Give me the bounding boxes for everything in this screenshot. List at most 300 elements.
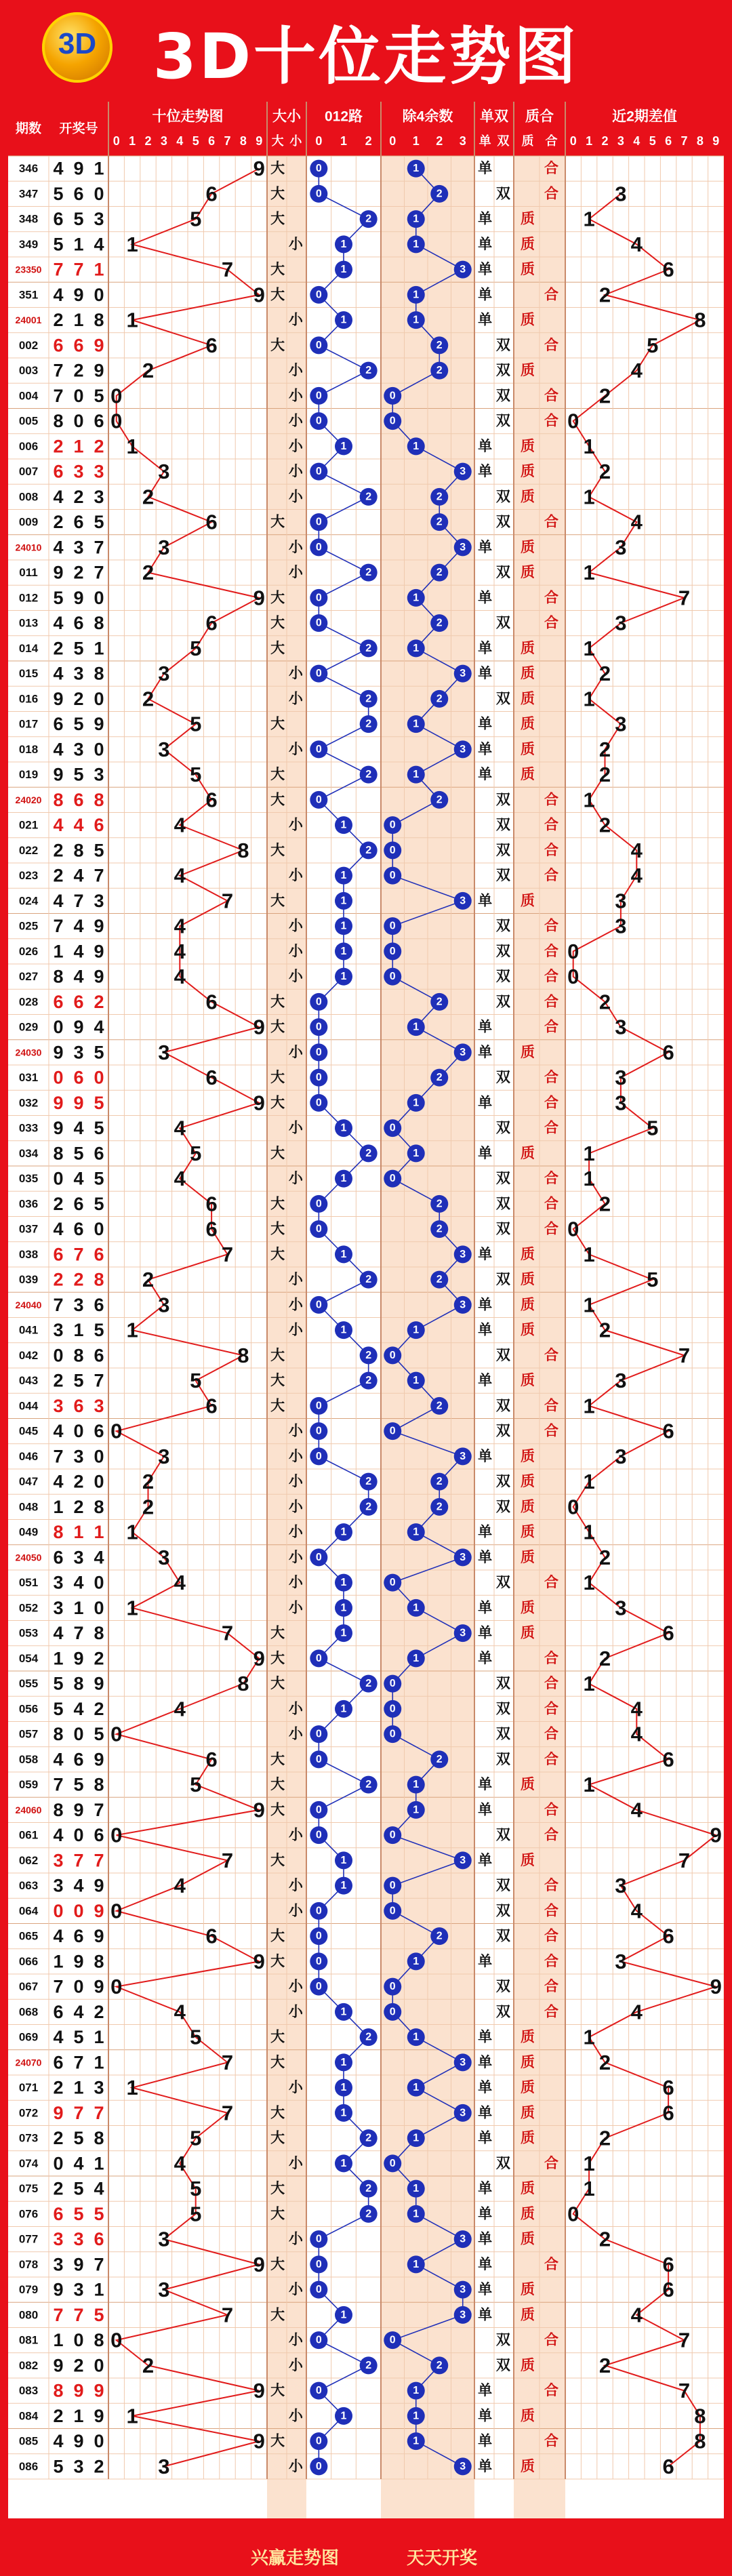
primecomp-mark: 质 [521,2231,535,2247]
primecomp-mark: 质 [521,1499,535,1515]
draw-digit: 4 [53,1623,64,1644]
route-ball-label: 0 [315,1072,322,1084]
primecomp-mark: 合 [544,1120,558,1136]
oddeven-mark: 双 [495,337,510,353]
issue-cell: 055 [18,1677,39,1691]
diff-mark: 7 [678,1848,691,1872]
bigsmall-mark: 小 [288,1499,303,1515]
diff-mark: 3 [615,889,627,913]
mod4-ball-label: 1 [413,2183,420,2195]
primecomp-mark: 质 [521,464,535,480]
tens-trend-mark: 3 [158,2227,170,2251]
route-ball-label: 0 [315,1905,322,1917]
header-route-digit: 1 [340,134,348,148]
draw-digit: 0 [94,2431,104,2452]
header-mod4-digit: 3 [459,134,466,148]
draw-digit: 2 [73,2355,84,2376]
mod4-ball-label: 0 [389,415,396,427]
draw-digit: 7 [53,360,64,381]
primecomp-mark: 质 [521,1625,535,1641]
diff-mark: 3 [615,182,627,206]
diff-mark: 0 [567,1217,580,1241]
route-ball-label: 2 [365,844,372,856]
diff-mark: 3 [615,611,627,635]
primecomp-mark: 合 [544,1953,558,1969]
draw-digit: 5 [94,840,104,861]
draw-digit: 0 [94,1219,104,1240]
diff-mark: 4 [630,864,643,888]
draw-digit: 8 [94,613,104,634]
diff-mark: 0 [567,965,580,989]
mod4-ball-label: 2 [436,1072,443,1084]
mod4-ball-label: 0 [389,971,396,983]
primecomp-mark: 质 [521,1145,535,1161]
oddeven-mark: 双 [495,1120,510,1136]
mod4-ball-label: 3 [460,743,466,755]
issue-cell: 008 [18,490,39,504]
diff-mark: 1 [583,561,595,585]
mod4-ball-label: 1 [413,1526,420,1538]
draw-digit: 3 [53,2254,64,2275]
diff-mark: 2 [598,1646,611,1670]
draw-digit: 9 [73,587,84,608]
mod4-ball-label: 0 [389,1173,396,1185]
mod4-ball-label: 3 [460,1046,466,1058]
issue-cell: 24060 [15,1804,42,1815]
diff-mark: 6 [662,1419,674,1443]
bigsmall-mark: 小 [288,2357,303,2373]
draw-digit: 5 [94,1320,104,1341]
draw-digit: 0 [94,688,104,709]
issue-cell: 054 [18,1651,39,1665]
tens-trend-mark: 3 [158,2454,170,2478]
oddeven-mark: 单 [478,2282,493,2298]
draw-digit: 6 [94,2229,104,2250]
primecomp-mark: 合 [544,1903,558,1919]
draw-digit: 0 [73,2330,84,2351]
mod4-ball-label: 0 [389,2334,396,2346]
issue-cell: 049 [18,1525,39,1539]
diff-mark: 4 [630,510,643,534]
bigsmall-mark: 小 [288,2332,303,2348]
primecomp-mark: 质 [521,2105,535,2121]
oddeven-mark: 单 [478,2080,493,2096]
draw-digit: 5 [73,2027,84,2048]
draw-digit: 6 [53,991,64,1012]
draw-digit: 6 [94,1244,104,1265]
header-diff-digit: 5 [649,134,656,148]
issue-cell: 057 [18,1727,39,1741]
oddeven-mark: 双 [495,1474,510,1490]
mod4-ball-label: 1 [413,289,420,301]
route-ball-label: 0 [315,1299,322,1311]
diff-mark: 6 [662,2252,674,2276]
mod4-ball-label: 1 [413,213,420,225]
draw-digit: 7 [94,562,104,583]
draw-digit: 7 [94,537,104,558]
draw-digit: 2 [73,360,84,381]
oddeven-mark: 单 [478,767,493,783]
bigsmall-mark: 小 [288,1827,303,1843]
bigsmall-mark: 小 [288,438,303,454]
tens-trend-mark: 6 [205,333,218,357]
oddeven-mark: 单 [478,2307,493,2323]
tens-trend-mark: 3 [158,535,170,559]
tens-trend-mark: 3 [158,1545,170,1569]
route-ball-label: 0 [315,1021,322,1033]
oddeven-mark: 单 [478,1095,493,1111]
oddeven-mark: 单 [478,1246,493,1262]
draw-digit: 5 [53,1673,64,1694]
draw-digit: 6 [73,1749,84,1770]
tens-trend-mark: 3 [158,1444,170,1468]
bigsmall-mark: 小 [288,868,303,884]
header-issue: 期数 [15,121,42,136]
issue-cell: 036 [18,1197,39,1211]
tens-trend-mark: 0 [110,1975,123,1999]
oddeven-mark: 单 [478,1802,493,1818]
bigsmall-mark: 小 [288,666,303,682]
issue-cell: 082 [18,2358,39,2372]
bigsmall-mark: 小 [288,1878,303,1894]
mod4-ball-label: 3 [460,264,466,276]
bigsmall-mark: 小 [288,1448,303,1464]
route-ball-label: 2 [365,1501,372,1513]
header-tens-trend: 十位走势图 [152,108,224,125]
draw-digit: 8 [53,1522,64,1543]
draw-digit: 5 [94,1118,104,1139]
tens-trend-mark: 1 [126,232,138,256]
draw-digit: 7 [53,385,64,406]
primecomp-mark: 质 [521,1246,535,1262]
mod4-ball-label: 2 [436,1400,443,1412]
tens-trend-mark: 0 [110,1823,123,1847]
header-route-digit: 0 [315,134,323,148]
tens-trend-mark: 0 [110,409,123,433]
primecomp-mark: 质 [521,2307,535,2323]
mod4-ball-label: 2 [436,1501,443,1513]
bigsmall-mark: 小 [288,1726,303,1742]
primecomp-mark: 质 [521,2282,535,2298]
issue-cell: 085 [18,2434,39,2448]
header-draw: 开奖号 [59,121,98,136]
route-ball-label: 0 [315,339,322,351]
route-ball-label: 1 [340,870,347,882]
draw-digit: 9 [73,1799,84,1820]
diff-mark: 1 [583,2177,595,2201]
primecomp-mark: 质 [521,666,535,682]
bigsmall-mark: 大 [270,2105,285,2121]
draw-digit: 5 [73,764,84,785]
mod4-ball-label: 0 [389,1678,396,1690]
draw-digit: 7 [53,259,64,280]
oddeven-mark: 双 [495,2332,510,2348]
draw-digit: 8 [94,2330,104,2351]
draw-digit: 5 [94,1168,104,1189]
primecomp-mark: 质 [521,2080,535,2096]
bigsmall-mark: 大 [270,2433,285,2449]
issue-cell: 002 [18,338,39,352]
diff-mark: 0 [567,409,580,433]
draw-digit: 6 [73,1067,84,1088]
draw-digit: 9 [73,1951,84,1972]
bigsmall-mark: 大 [270,2256,285,2272]
issue-cell: 048 [18,1500,39,1514]
header-diff-digit: 6 [665,134,672,148]
issue-cell: 061 [18,1828,39,1842]
diff-mark: 1 [583,687,595,711]
primecomp-mark: 合 [544,1802,558,1818]
route-ball-label: 1 [340,440,347,452]
oddeven-mark: 单 [478,1650,493,1666]
bigsmall-mark: 大 [270,615,285,631]
primecomp-mark: 合 [544,792,558,808]
tens-trend-mark: 5 [190,2202,202,2226]
bigsmall-mark: 小 [288,1297,303,1313]
mod4-ball-label: 3 [460,541,466,553]
draw-digit: 9 [73,158,84,179]
diff-mark: 6 [662,1621,674,1645]
tens-trend-mark: 2 [142,1470,155,1494]
draw-digit: 6 [73,512,84,533]
route-ball-label: 2 [365,1349,372,1361]
draw-digit: 7 [73,2102,84,2123]
oddeven-mark: 单 [478,2130,493,2146]
primecomp-mark: 质 [521,565,535,581]
oddeven-mark: 单 [478,1524,493,1540]
oddeven-mark: 单 [478,2029,493,2045]
bigsmall-mark: 大 [270,1676,285,1692]
route-ball-label: 1 [340,1122,347,1134]
tens-trend-mark: 6 [205,611,218,635]
bigsmall-mark: 大 [270,1019,285,1035]
mod4-ball-label: 3 [460,2284,466,2296]
issue-cell: 024 [18,894,39,908]
tens-trend-mark: 5 [190,1773,202,1797]
oddeven-mark: 单 [478,2206,493,2222]
issue-cell: 053 [18,1626,39,1640]
mod4-ball-label: 0 [389,390,396,402]
route-ball-label: 2 [365,718,372,730]
oddeven-mark: 双 [495,388,510,404]
issue-cell: 032 [18,1096,39,1110]
bigsmall-mark: 小 [288,2155,303,2171]
diff-mark: 2 [598,2050,611,2074]
bigsmall-mark: 大 [270,287,285,303]
draw-digit: 6 [53,2001,64,2022]
diff-mark: 3 [615,712,627,736]
draw-digit: 5 [53,183,64,204]
draw-digit: 4 [94,234,104,255]
draw-digit: 9 [94,1749,104,1770]
draw-digit: 2 [53,2178,64,2199]
header-trend-digit: 6 [208,134,216,148]
oddeven-mark: 单 [478,2408,493,2424]
draw-digit: 3 [53,1395,64,1416]
issue-cell: 019 [18,768,39,782]
header-diff-digit: 1 [586,134,593,148]
tens-trend-mark: 0 [110,384,123,408]
issue-cell: 062 [18,1853,39,1867]
oddeven-mark: 双 [495,1221,510,1237]
tens-trend-mark: 5 [190,2126,202,2150]
primecomp-mark: 合 [544,2332,558,2348]
tens-trend-mark: 4 [174,965,186,989]
primecomp-mark: 质 [521,2130,535,2146]
draw-digit: 6 [73,335,84,356]
route-ball-label: 2 [365,2359,372,2371]
route-ball-label: 0 [315,2385,322,2397]
diff-mark: 1 [583,434,595,458]
primecomp-mark: 质 [521,2054,535,2070]
tens-trend-mark: 2 [142,687,155,711]
draw-digit: 4 [53,739,64,760]
draw-digit: 6 [53,1244,64,1265]
diff-mark: 2 [598,384,611,408]
oddeven-mark: 单 [478,2181,493,2197]
issue-cell: 24070 [15,2057,42,2068]
route-ball-label: 1 [340,2157,347,2169]
draw-digit: 1 [53,2330,64,2351]
bigsmall-mark: 大 [270,716,285,732]
bigsmall-mark: 小 [288,1474,303,1490]
route-ball-label: 2 [365,1274,372,1286]
route-ball-label: 0 [315,592,322,604]
mod4-ball-label: 1 [413,2385,420,2397]
route-ball-label: 2 [365,1375,372,1387]
mod4-ball-label: 1 [413,2258,420,2270]
primecomp-mark: 质 [521,1852,535,1868]
bigsmall-mark: 大 [270,161,285,177]
draw-digit: 9 [73,2380,84,2401]
draw-digit: 7 [94,865,104,886]
bigsmall-mark: 大 [270,1650,285,1666]
tens-trend-mark: 5 [190,2177,202,2201]
draw-digit: 5 [73,2128,84,2149]
mod4-ball-label: 3 [460,2107,466,2119]
issue-cell: 027 [18,970,39,984]
route-ball-label: 1 [340,1324,347,1336]
footer [0,2539,732,2573]
route-ball-label: 0 [315,1425,322,1437]
tens-trend-mark: 4 [174,914,186,938]
draw-digit: 1 [73,2405,84,2426]
draw-digit: 2 [53,840,64,861]
route-ball-label: 0 [315,617,322,629]
diff-mark: 7 [678,586,691,610]
route-ball-label: 1 [340,1602,347,1614]
tens-trend-mark: 2 [142,561,155,585]
mod4-ball-label: 2 [436,1753,443,1765]
draw-digit: 1 [53,1648,64,1669]
issue-cell: 033 [18,1121,39,1135]
header-trend-digit: 0 [113,134,120,148]
header-route: 012路 [324,108,363,125]
mod4-ball-label: 2 [436,516,443,528]
draw-digit: 7 [53,1976,64,1997]
issue-cell: 066 [18,1954,39,1968]
tens-trend-mark: 5 [190,207,202,231]
draw-digit: 6 [94,411,104,432]
bigsmall-mark: 大 [270,337,285,353]
draw-digit: 7 [73,1623,84,1644]
draw-digit: 1 [53,941,64,962]
oddeven-mark: 单 [478,2231,493,2247]
primecomp-mark: 合 [544,1979,558,1995]
route-ball-label: 1 [340,895,347,907]
header-diff-digit: 0 [569,134,577,148]
draw-digit: 1 [94,2027,104,2048]
tens-trend-mark: 1 [126,434,138,458]
issue-cell: 069 [18,2030,39,2044]
primecomp-mark: 质 [521,1600,535,1616]
route-ball-label: 0 [315,1400,322,1412]
draw-digit: 0 [73,1900,84,1921]
draw-digit: 4 [73,2001,84,2022]
draw-digit: 5 [73,1774,84,1795]
primecomp-mark: 合 [544,1423,558,1439]
diff-mark: 6 [662,1040,674,1064]
draw-digit: 2 [53,436,64,457]
oddeven-mark: 单 [478,161,493,177]
draw-digit: 2 [94,1698,104,1719]
draw-digit: 8 [94,1951,104,1972]
issue-cell: 078 [18,2257,39,2271]
draw-digit: 5 [94,1193,104,1214]
tens-trend-mark: 7 [221,258,234,282]
issue-cell: 059 [18,1778,39,1792]
issue-cell: 347 [18,187,39,201]
bigsmall-mark: 小 [288,1044,303,1060]
draw-digit: 1 [94,158,104,179]
route-ball-label: 0 [315,1829,322,1841]
route-ball-label: 1 [340,1627,347,1639]
diff-mark: 3 [615,1949,627,1973]
issue-cell: 064 [18,1904,39,1918]
draw-digit: 3 [53,1850,64,1871]
tens-trend-mark: 6 [205,182,218,206]
draw-digit: 7 [73,1244,84,1265]
draw-digit: 3 [94,2077,104,2098]
tens-trend-mark: 0 [110,1419,123,1443]
mod4-ball-label: 1 [413,238,420,250]
route-ball-label: 0 [315,668,322,680]
route-ball-label: 0 [315,2460,322,2472]
tens-trend-mark: 6 [205,1924,218,1948]
oddeven-mark: 双 [495,1751,510,1767]
oddeven-mark: 单 [478,1600,493,1616]
draw-digit: 2 [53,310,64,331]
mod4-ball-label: 1 [413,2208,420,2220]
mod4-ball-label: 0 [389,1728,396,1740]
diff-mark: 1 [583,1141,595,1165]
draw-digit: 3 [94,764,104,785]
draw-digit: 1 [94,259,104,280]
tens-trend-mark: 7 [221,2050,234,2074]
primecomp-mark: 质 [521,1549,535,1565]
diff-mark: 1 [583,1293,595,1317]
route-ball-label: 2 [365,1779,372,1791]
draw-digit: 4 [73,1572,84,1593]
header-diff-digit: 2 [601,134,609,148]
draw-digit: 4 [53,1421,64,1442]
oddeven-mark: 双 [495,1979,510,1995]
oddeven-mark: 双 [495,691,510,707]
route-ball-label: 0 [315,743,322,755]
trend-chart-svg [8,102,724,2518]
oddeven-mark: 双 [495,514,510,530]
mod4-ball-label: 1 [413,1324,420,1336]
